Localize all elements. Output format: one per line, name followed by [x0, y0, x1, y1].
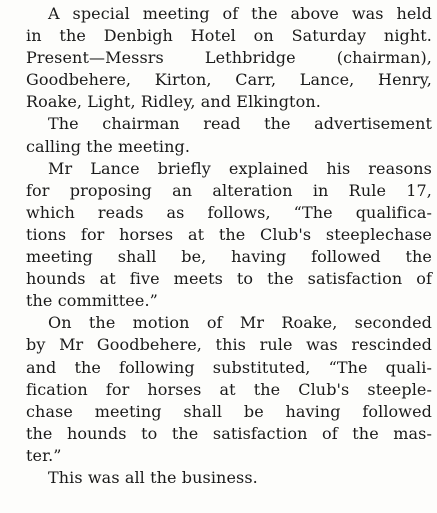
- text-line: Mr Lance briefly explained his reasons: [48, 158, 432, 178]
- article-body: [4, 3, 432, 489]
- text-line: Present—Messrs Lethbridge (chairman),: [26, 48, 432, 68]
- text-line: which reads as follows, “The qualifica-: [26, 202, 432, 222]
- text-line: meeting shall be, having followed the: [26, 247, 432, 267]
- paragraph-motion: [4, 312, 432, 467]
- text-line: and the following substituted, “The quali-: [26, 357, 432, 377]
- text-line: Goodbehere, Kirton, Carr, Lance, Henry,: [26, 70, 432, 90]
- paragraph-advertisement: [4, 113, 432, 157]
- text-line: in the Denbigh Hotel on Saturday night.: [26, 26, 432, 46]
- text-line: for proposing an alteration in Rule 17,: [26, 180, 432, 200]
- text-line: the committee.”: [26, 291, 158, 311]
- paragraph-meeting-intro: [4, 3, 432, 113]
- text-line: This was all the business.: [48, 467, 258, 487]
- text-line: hounds at five meets to the satisfaction of: [26, 269, 432, 289]
- text-line: tions for horses at the Club's steeplechase: [26, 224, 432, 244]
- paragraph-rule-proposal: [4, 158, 432, 313]
- text-line: the hounds to the satisfaction of the mas-: [26, 423, 432, 443]
- text-line: chase meeting shall be having followed: [26, 401, 432, 421]
- text-line: calling the meeting.: [26, 136, 191, 156]
- text-line: fication for horses at the Club's steeple-: [26, 379, 432, 399]
- paragraph-closing: [4, 467, 432, 489]
- text-line: Roake, Light, Ridley, and Elkington.: [26, 92, 321, 112]
- text-line: The chairman read the advertisement: [48, 114, 432, 134]
- text-line: by Mr Goodbehere, this rule was rescinded: [26, 335, 432, 355]
- text-line: On the motion of Mr Roake, seconded: [48, 313, 432, 333]
- text-line: A special meeting of the above was held: [48, 4, 432, 23]
- text-line: ter.”: [26, 445, 62, 465]
